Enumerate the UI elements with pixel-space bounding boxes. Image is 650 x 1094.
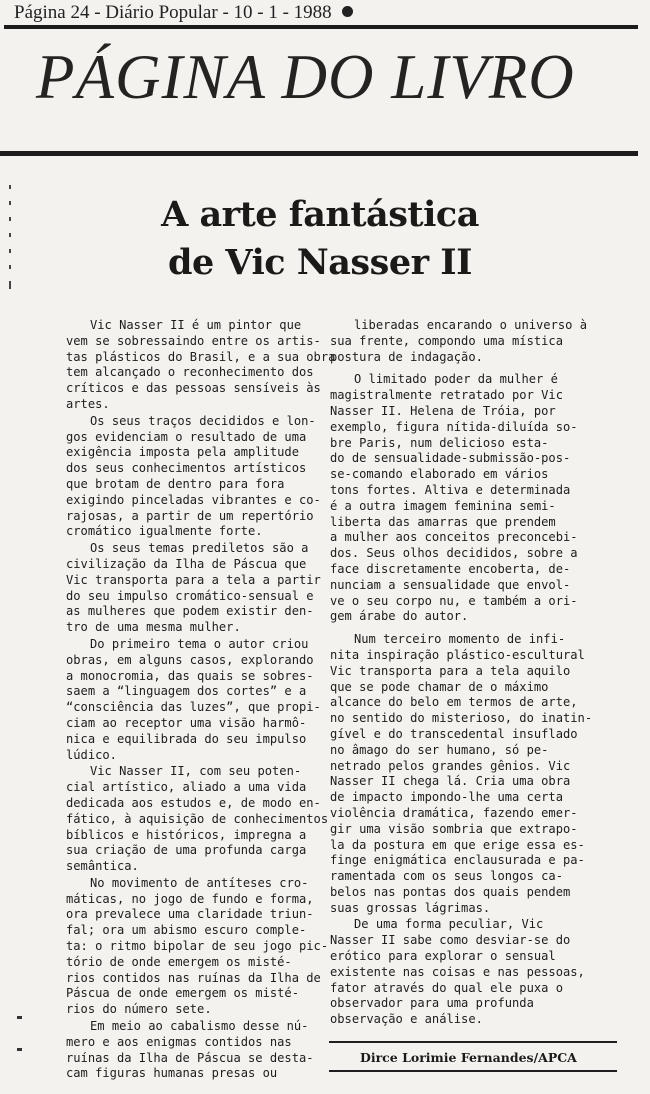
article-paragraph: Em meio ao cabalismo desse nú- mero e aos enigmas contidos nas ruínas da Ilha de Páscua se desta- cam figuras humanas presas ou bbox=[66, 1019, 314, 1081]
article-headline: A arte fantástica de Vic Nasser II bbox=[161, 194, 479, 283]
article-paragraph: Vic Nasser II é um pintor que vem se sobressaindo entre os artis- tas plásticos do Brasil, e a sua obra tem alcançado o reconhecimento dos críticos e das pessoas sensíveis às artes. bbox=[66, 318, 336, 411]
bullet-dot-icon bbox=[342, 6, 353, 17]
article-paragraph: Os seus temas prediletos são a civilização da Ilha de Páscua que Vic transporta para a tela a partir do seu impulso cromático-sensual e as mulheres que podem existir den- tro de uma mesma mulher. bbox=[66, 541, 321, 635]
page-number: Página 24 bbox=[14, 2, 90, 23]
byline-rule-top bbox=[329, 1041, 617, 1043]
byline: Dirce Lorimie Fernandes/APCA bbox=[360, 1050, 577, 1065]
article-paragraph: Num terceiro momento de infi- nita inspiração plástico-escultural Vic transporta para a tela aquilo que se pode chamar de o máximo alcance do belo em termos de arte, no sentido do misterioso, do inatin- gível e do transcedental insuflado no âmago do ser humano, só pe- netrado pelos grandes gênios. Vic Nasser II chega lá. Cria uma obra de impacto impondo-lhe uma certa violência dramática, fazendo emer- gir uma visão sombria que extrapo- la da postura em que erige essa es- finge enigmática enclausurada e pa- ramentada com os seus longos ca- belos nas pontas dos quais pendem suas grossas lágrimas. bbox=[330, 632, 593, 915]
top-rule bbox=[4, 25, 638, 29]
article-paragraph: Vic Nasser II, com seu poten- cial artístico, aliado a uma vida dedicada aos estudos e, de modo en- fático, à aquisição de conhecimentos bíblicos e históricos, impregna a sua criação de uma profunda carga semântica. bbox=[66, 764, 329, 874]
article-paragraph: liberadas encarando o universo à sua frente, compondo uma mística postura de indagação. bbox=[330, 318, 587, 364]
margin-dash bbox=[17, 1016, 22, 1019]
article-paragraph: No movimento de antíteses cro- máticas, no jogo de fundo e forma, ora prevalece uma claridade triun- fal; ora um abismo escuro comple- ta: o ritmo bipolar de seu jogo pic- tório de onde emergem os misté- rios contidos nas ruínas da Ilha de Páscua de onde emergem os misté- rios do número sete. bbox=[66, 875, 329, 1017]
newspaper-name: Diário Popular bbox=[105, 2, 218, 23]
article-paragraph: Do primeiro tema o autor criou obras, em alguns casos, explorando a monocromia, das quais se sobres- saem a “linguagem dos cortes” e a “consciência das luzes”, que propi- ciam ao receptor uma visão harmô- nica e equilibrada do seu impulso lúdico. bbox=[66, 636, 321, 762]
article-paragraph: De uma forma peculiar, Vic Nasser II sabe como desviar-se do erótico para explorar o sensual existente nas coisas e nas pessoas, fator através do qual ele puxa o observador para uma profunda observação e análise. bbox=[330, 917, 585, 1027]
section-rule bbox=[0, 151, 638, 156]
margin-marks bbox=[9, 185, 13, 301]
publication-date: 10 - 1 - 1988 bbox=[233, 2, 332, 23]
article-column-right bbox=[330, 318, 617, 1029]
article-paragraph: Os seus traços decididos e lon- gos evidenciam o resultado de uma exigência imposta pela amplitude dos seus conhecimentos artísticos que brotam de dentro para fora exigindo pinceladas vibrantes e co- rajosas, a partir de um repertório cromático igualmente forte. bbox=[66, 413, 321, 539]
byline-rule-bottom bbox=[329, 1070, 617, 1072]
margin-dash bbox=[17, 1048, 22, 1051]
article-column-left bbox=[66, 318, 336, 1083]
masthead: Página 24 - Diário Popular - 10 - 1 - 1988 bbox=[14, 2, 353, 24]
section-title: PÁGINA DO LIVRO bbox=[36, 42, 575, 112]
article-paragraph: O limitado poder da mulher é magistralmente retratado por Vic Nasser II. Helena de Tróia, por exemplo, figura nítida-diluída so- bre Paris, num delicioso esta- do de sensualidade-submissão-pos- se-comando elaborado em vários tons fortes. Altiva e determinada é a outra imagem feminina semi- liberta das amarras que prendem a mulher aos conceitos preconcebi- dos. Seus olhos decididos, sobre a face discretamente encoberta, de- nunciam a sensualidade que envol- ve o seu corpo nu, e também a ori- gem árabe do autor. bbox=[330, 372, 578, 624]
